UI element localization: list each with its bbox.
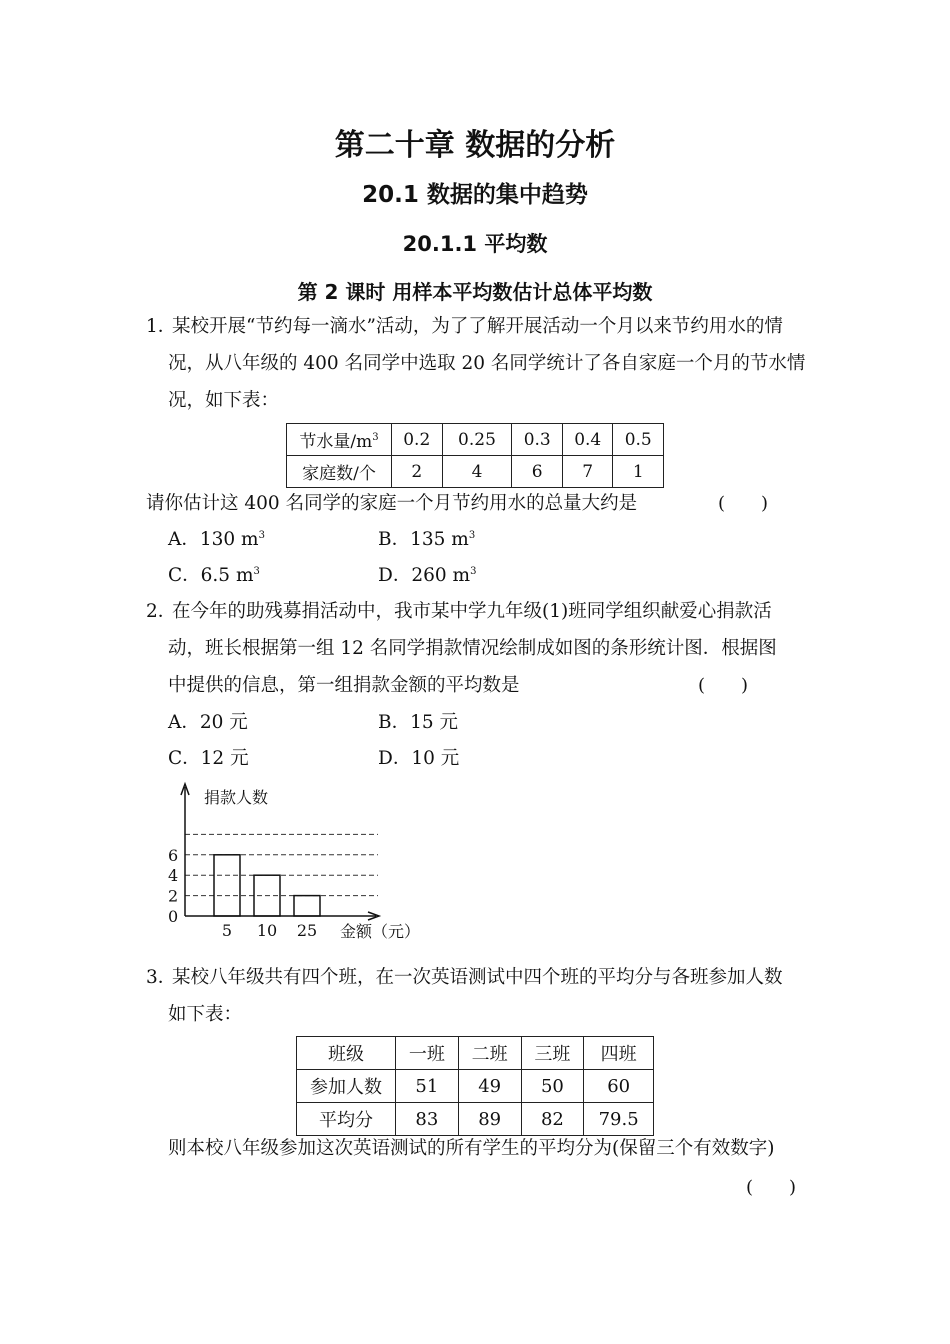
q3-class-table [296, 1036, 654, 1136]
q2-text-line2: 动，班长根据第一组 12 名同学捐款情况绘制成如图的条形统计图．根据图 [168, 638, 777, 659]
unit-sup: 3 [258, 530, 265, 541]
q2-option-b: B．15 元 [378, 712, 459, 733]
q1-option-d [378, 564, 476, 588]
table-cell: 2 [392, 456, 443, 488]
table-cell: 三班 [521, 1037, 584, 1070]
table-cell: 6 [512, 456, 563, 488]
table-cell: 50 [521, 1070, 584, 1103]
section-title: 20.1 数据的集中趋势 [362, 182, 588, 208]
q1-text-line2: 况，从八年级的 400 名同学中选取 20 名同学统计了各自家庭一个月的节水情 [168, 353, 806, 374]
q3-question: 则本校八年级参加这次英语测试的所有学生的平均分为(保留三个有效数字) [168, 1138, 775, 1159]
q1-number: 1． [146, 316, 177, 337]
q2-answer-paren: ( ) [698, 675, 749, 696]
table-cell: 82 [521, 1103, 584, 1136]
table-row [297, 1037, 654, 1070]
option-label: D．260 m [378, 565, 471, 586]
q3-text-line1: 某校八年级共有四个班，在一次英语测试中四个班的平均分与各班参加人数 [172, 967, 783, 988]
table-cell [287, 424, 392, 456]
option-label: C．6.5 m [168, 565, 254, 586]
chart-x-tick-label: 10 [256, 921, 278, 940]
donation-bar-chart [150, 775, 450, 950]
chart-bar-5 [214, 855, 240, 916]
table-cell: 一班 [396, 1037, 459, 1070]
q3-answer-paren: ( ) [746, 1177, 797, 1198]
unit-sup: 3 [470, 566, 477, 577]
chapter-title: 第二十章 数据的分析 [334, 128, 616, 163]
table-cell: 89 [458, 1103, 521, 1136]
table-cell: 1 [613, 456, 664, 488]
chart-y-tick-label: 2 [168, 886, 179, 906]
q1-question: 请你估计这 400 名同学的家庭一个月节约用水的总量大约是 [146, 493, 638, 514]
option-label: B．135 m [378, 529, 469, 550]
q2-option-c: C．12 元 [168, 748, 249, 769]
table-cell: 4 [442, 456, 512, 488]
lesson-title: 第 2 课时 用样本平均数估计总体平均数 [297, 280, 653, 304]
unit-sup: 3 [253, 566, 260, 577]
table-cell: 0.4 [562, 424, 613, 456]
table-cell: 家庭数/个 [287, 456, 392, 488]
table-cell: 二班 [458, 1037, 521, 1070]
table-cell: 0.25 [442, 424, 512, 456]
q1-text-line1: 某校开展“节约每一滴水”活动，为了了解开展活动一个月以来节约用水的情 [172, 316, 783, 337]
chart-x-tick-label: 5 [221, 921, 233, 940]
q1-answer-paren: ( ) [718, 493, 769, 514]
q2-option-d: D．10 元 [378, 748, 460, 769]
table-cell: 51 [396, 1070, 459, 1103]
q3-number: 3． [146, 967, 177, 988]
chart-y-tick-label: 4 [168, 866, 179, 886]
q1-option-b [378, 528, 475, 552]
table-row [287, 424, 664, 456]
unit-sup: 3 [468, 530, 476, 541]
option-label: A．130 m [168, 529, 259, 550]
table-cell: 班级 [297, 1037, 396, 1070]
table-cell: 0.2 [392, 424, 443, 456]
table-cell: 四班 [584, 1037, 654, 1070]
q2-option-a: A．20 元 [168, 712, 248, 733]
table-cell: 60 [584, 1070, 654, 1103]
table-row [297, 1103, 654, 1136]
q2-text-line1: 在今年的助残募捐活动中，我市某中学九年级(1)班同学组织献爱心捐款活 [172, 601, 772, 622]
q1-option-c [168, 564, 260, 588]
table-cell: 平均分 [297, 1103, 396, 1136]
chart-xlabel: 金额（元） [340, 922, 421, 941]
table-row [297, 1070, 654, 1103]
chart-ylabel: 捐款人数 [204, 788, 269, 807]
chart-bar-25 [294, 896, 320, 916]
q1-text-line3: 况，如下表： [168, 390, 280, 411]
table-cell: 0.5 [613, 424, 664, 456]
table-cell: 参加人数 [297, 1070, 396, 1103]
table-cell: 83 [396, 1103, 459, 1136]
chart-x-tick-label: 25 [296, 921, 318, 940]
chart-y-tick-label: 6 [168, 845, 179, 865]
table-cell: 79.5 [584, 1103, 654, 1136]
q3-text-line2: 如下表： [168, 1004, 243, 1025]
chart-y-tick-label: 0 [168, 907, 179, 926]
subsection-title: 20.1.1 平均数 [402, 232, 548, 256]
q1-water-table [286, 423, 664, 488]
q2-number: 2． [146, 601, 177, 622]
q1-option-a [168, 528, 265, 552]
q2-text-line3: 中提供的信息，第一组捐款金额的平均数是 [168, 675, 520, 696]
unit-sup: 3 [372, 432, 379, 443]
table-cell: 49 [458, 1070, 521, 1103]
table-cell: 0.3 [512, 424, 563, 456]
row1-head: 节水量/m [299, 432, 373, 452]
table-cell: 7 [562, 456, 613, 488]
table-row [287, 456, 664, 488]
